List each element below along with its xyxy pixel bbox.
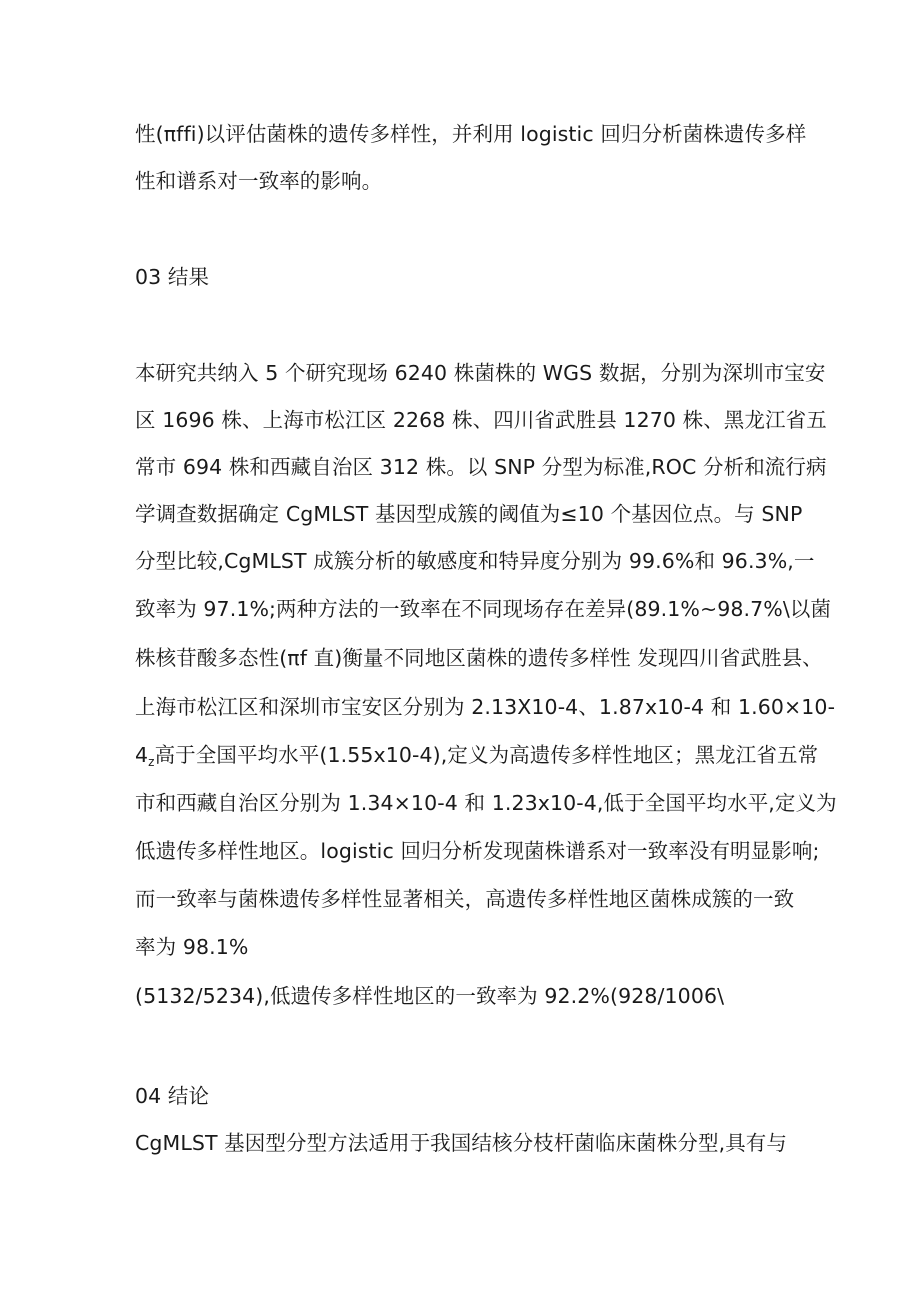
results-line-7: 株核苷酸多态性(πf 直)衡量不同地区菌株的遗传多样性 发现四川省武胜县、 [135, 646, 823, 670]
results-line-2: 区 1696 株、上海市松江区 2268 株、四川省武胜县 1270 株、黑龙江省五 [135, 408, 827, 432]
results-line-8: 上海市松江区和深圳市宝安区分别为 2.13X10-4、1.87x10-4 和 1.60×10- [135, 695, 836, 719]
results-line-10: 市和西藏自治区分别为 1.34×10-4 和 1.23x10-4,低于全国平均水平,定义为 [135, 791, 837, 815]
intro-line-1: 性(πffi)以评估菌株的遗传多样性，并利用 logistic 回归分析菌株遗传多样 [135, 122, 807, 146]
results-line-3: 常市 694 株和西藏自治区 312 株。以 SNP 分型为标准,ROC 分析和流行病 [135, 455, 827, 479]
conclusion-heading: 04 结论 [135, 1084, 210, 1108]
results-line-1: 本研究共纳入 5 个研究现场 6240 株菌株的 WGS 数据，分别为深圳市宝安 [135, 361, 826, 385]
results-line-6: 致率为 97.1%;两种方法的一致率在不同现场存在差异(89.1%~98.7%\以菌 [135, 597, 832, 621]
conclusion-line-1: CgMLST 基因型分型方法适用于我国结核分枝杆菌临床菌株分型,具有与 [135, 1131, 788, 1155]
results-line-9 [135, 740, 818, 770]
results-line-9-sub: z [148, 755, 155, 769]
results-line-9-text: 高于全国平均水平(1.55x10-4),定义为高遗传多样性地区；黑龙江省五常 [154, 743, 819, 767]
results-line-4: 学调查数据确定 CgMLST 基因型成簇的阈值为≤10 个基因位点。与 SNP [135, 502, 803, 526]
results-line-12: 而一致率与菌株遗传多样性显著相关，高遗传多样性地区菌株成簇的一致 [135, 887, 795, 911]
results-line-9-prefix: 4 [135, 743, 149, 767]
results-line-5: 分型比较,CgMLST 成簇分析的敏感度和特异度分别为 99.6%和 96.3%,一 [135, 549, 815, 573]
results-line-11: 低遗传多样性地区。logistic 回归分析发现菌株谱系对一致率没有明显影响; [135, 839, 820, 863]
results-line-13: 率为 98.1% [135, 935, 249, 959]
results-heading: 03 结果 [135, 265, 210, 289]
intro-line-2: 性和谱系对一致率的影响。 [135, 169, 383, 193]
results-line-14: (5132/5234),低遗传多样性地区的一致率为 92.2%(928/1006\ [135, 984, 725, 1008]
